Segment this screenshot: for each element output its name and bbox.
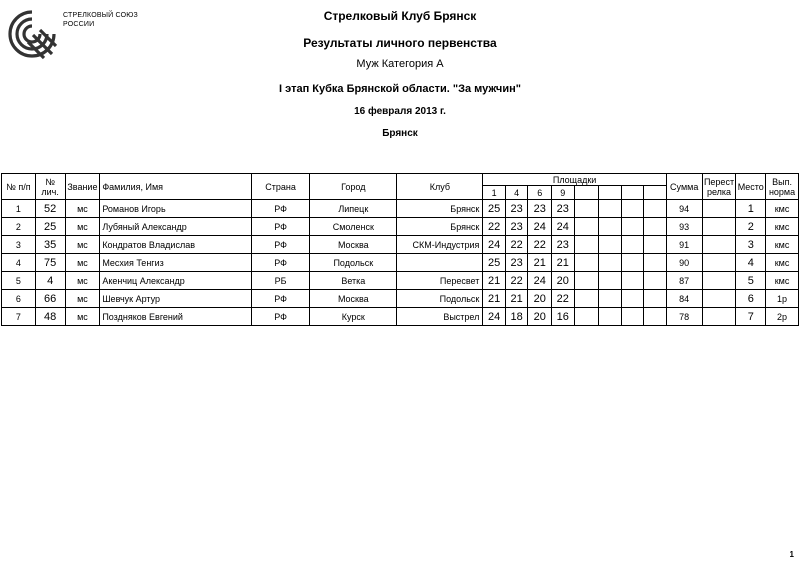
row-name: Романов Игорь (100, 200, 252, 218)
row-norm: 2р (766, 308, 799, 326)
row-name: Поздняков Евгений (100, 308, 252, 326)
row-score-empty (644, 272, 667, 290)
row-score: 16 (551, 308, 574, 326)
row-score: 22 (551, 290, 574, 308)
col-header-place: Место (736, 174, 766, 200)
row-rank: мс (65, 254, 100, 272)
row-score: 21 (505, 290, 528, 308)
col-header-shootoff: Перест релка (702, 174, 736, 200)
row-city: Подольск (310, 254, 397, 272)
row-score-empty (574, 200, 599, 218)
row-club: Брянск (397, 200, 483, 218)
row-license: 35 (35, 236, 65, 254)
row-score-empty (644, 236, 667, 254)
row-place: 6 (736, 290, 766, 308)
row-score: 21 (528, 254, 552, 272)
row-score: 24 (528, 218, 552, 236)
row-rank: мс (65, 218, 100, 236)
event-date: 16 февраля 2013 г. (354, 106, 446, 117)
row-score: 21 (551, 254, 574, 272)
row-score: 22 (483, 218, 506, 236)
row-score-empty (621, 254, 644, 272)
platform-number-empty (599, 186, 622, 200)
row-norm: кмс (766, 218, 799, 236)
row-place: 2 (736, 218, 766, 236)
platform-number: 1 (483, 186, 506, 200)
row-score-empty (574, 218, 599, 236)
row-club: Выстрел (397, 308, 483, 326)
row-shootoff (702, 200, 736, 218)
row-score-empty (621, 290, 644, 308)
col-header-country: Страна (251, 174, 309, 200)
row-shootoff (702, 272, 736, 290)
col-header-lic: № лич. (35, 174, 65, 200)
row-city: Москва (310, 236, 397, 254)
row-score-empty (599, 272, 622, 290)
row-score-empty (644, 290, 667, 308)
row-club: Брянск (397, 218, 483, 236)
row-name: Акенчиц Александр (100, 272, 252, 290)
row-rank: мс (65, 308, 100, 326)
col-header-norm: Вып. норма (766, 174, 799, 200)
row-score-empty (599, 200, 622, 218)
results-table (1, 173, 799, 326)
platform-number-empty (621, 186, 644, 200)
row-sum: 84 (666, 290, 702, 308)
row-num: 7 (2, 308, 36, 326)
table-row (2, 272, 799, 290)
org-name-line2: РОССИИ (63, 21, 95, 28)
row-shootoff (702, 254, 736, 272)
row-license: 66 (35, 290, 65, 308)
table-row (2, 236, 799, 254)
row-score: 24 (483, 236, 506, 254)
event-city: Брянск (382, 128, 418, 139)
category-label: Муж Категория А (356, 58, 444, 70)
row-score: 21 (483, 290, 506, 308)
row-score-empty (621, 308, 644, 326)
row-score-empty (644, 254, 667, 272)
row-score-empty (644, 308, 667, 326)
row-rank: мс (65, 200, 100, 218)
row-sum: 94 (666, 200, 702, 218)
row-norm: кмс (766, 272, 799, 290)
row-score-empty (599, 254, 622, 272)
row-license: 4 (35, 272, 65, 290)
row-score-empty (644, 200, 667, 218)
row-num: 1 (2, 200, 36, 218)
col-header-club: Клуб (397, 174, 483, 200)
row-score: 25 (483, 254, 506, 272)
row-score-empty (621, 200, 644, 218)
row-place: 4 (736, 254, 766, 272)
row-city: Москва (310, 290, 397, 308)
row-score: 23 (505, 218, 528, 236)
row-country: РФ (251, 254, 309, 272)
row-score: 23 (551, 236, 574, 254)
row-score: 20 (551, 272, 574, 290)
row-score-empty (644, 218, 667, 236)
row-name: Кондратов Владислав (100, 236, 252, 254)
platform-number-empty (574, 186, 599, 200)
row-license: 75 (35, 254, 65, 272)
row-score-empty (574, 308, 599, 326)
row-score-empty (621, 236, 644, 254)
row-score: 24 (483, 308, 506, 326)
row-num: 4 (2, 254, 36, 272)
row-club: СКМ-Индустрия (397, 236, 483, 254)
row-score: 18 (505, 308, 528, 326)
row-score: 22 (505, 236, 528, 254)
row-score: 24 (551, 218, 574, 236)
row-sum: 78 (666, 308, 702, 326)
row-score-empty (574, 254, 599, 272)
row-shootoff (702, 290, 736, 308)
page-title: Результаты личного первенства (303, 36, 497, 50)
table-row (2, 254, 799, 272)
row-score-empty (599, 236, 622, 254)
row-city: Ветка (310, 272, 397, 290)
row-score: 24 (528, 272, 552, 290)
row-name: Шевчук Артур (100, 290, 252, 308)
row-country: РФ (251, 308, 309, 326)
col-header-name: Фамилия, Имя (100, 174, 252, 200)
row-score-empty (599, 218, 622, 236)
row-num: 3 (2, 236, 36, 254)
event-title: I этап Кубка Брянской области. "За мужчин" (279, 83, 521, 95)
row-score: 20 (528, 290, 552, 308)
row-sum: 87 (666, 272, 702, 290)
row-club: Пересвет (397, 272, 483, 290)
row-score: 22 (505, 272, 528, 290)
row-shootoff (702, 308, 736, 326)
row-place: 5 (736, 272, 766, 290)
platform-number-empty (644, 186, 667, 200)
row-rank: мс (65, 236, 100, 254)
row-score: 20 (528, 308, 552, 326)
row-country: РФ (251, 236, 309, 254)
row-rank: мс (65, 290, 100, 308)
row-shootoff (702, 236, 736, 254)
row-score-empty (621, 272, 644, 290)
row-club: Подольск (397, 290, 483, 308)
table-row (2, 308, 799, 326)
row-license: 48 (35, 308, 65, 326)
org-name-line1: СТРЕЛКОВЫЙ СОЮЗ (63, 12, 138, 19)
row-score-empty (574, 236, 599, 254)
row-norm: кмс (766, 200, 799, 218)
row-score: 22 (528, 236, 552, 254)
row-score: 23 (528, 200, 552, 218)
row-license: 52 (35, 200, 65, 218)
row-score-empty (599, 308, 622, 326)
row-score: 23 (505, 254, 528, 272)
row-sum: 93 (666, 218, 702, 236)
row-norm: кмс (766, 236, 799, 254)
row-shootoff (702, 218, 736, 236)
row-city: Курск (310, 308, 397, 326)
row-license: 25 (35, 218, 65, 236)
row-country: РФ (251, 290, 309, 308)
col-header-sum: Сумма (666, 174, 702, 200)
row-num: 2 (2, 218, 36, 236)
row-rank: мс (65, 272, 100, 290)
row-score-empty (599, 290, 622, 308)
row-sum: 91 (666, 236, 702, 254)
row-name: Лубяный Александр (100, 218, 252, 236)
table-row (2, 200, 799, 218)
row-club (397, 254, 483, 272)
platform-number: 4 (505, 186, 528, 200)
page-number: 1 (789, 550, 794, 559)
col-header-city: Город (310, 174, 397, 200)
row-place: 1 (736, 200, 766, 218)
col-header-platforms: Площадки (483, 174, 666, 186)
table-row (2, 290, 799, 308)
row-country: РФ (251, 200, 309, 218)
col-header-rank: Звание (65, 174, 100, 200)
row-country: РФ (251, 218, 309, 236)
row-num: 6 (2, 290, 36, 308)
platform-number: 6 (528, 186, 552, 200)
row-score: 21 (483, 272, 506, 290)
row-score: 23 (505, 200, 528, 218)
row-norm: 1р (766, 290, 799, 308)
row-place: 3 (736, 236, 766, 254)
row-num: 5 (2, 272, 36, 290)
row-norm: кмс (766, 254, 799, 272)
row-sum: 90 (666, 254, 702, 272)
row-score-empty (574, 272, 599, 290)
row-name: Месхия Тенгиз (100, 254, 252, 272)
table-row (2, 218, 799, 236)
row-place: 7 (736, 308, 766, 326)
row-score-empty (574, 290, 599, 308)
row-score: 23 (551, 200, 574, 218)
row-city: Липецк (310, 200, 397, 218)
col-header-num: № п/п (2, 174, 36, 200)
row-score-empty (621, 218, 644, 236)
platform-number: 9 (551, 186, 574, 200)
row-score: 25 (483, 200, 506, 218)
row-city: Смоленск (310, 218, 397, 236)
club-title: Стрелковый Клуб Брянск (323, 9, 477, 23)
row-country: РБ (251, 272, 309, 290)
